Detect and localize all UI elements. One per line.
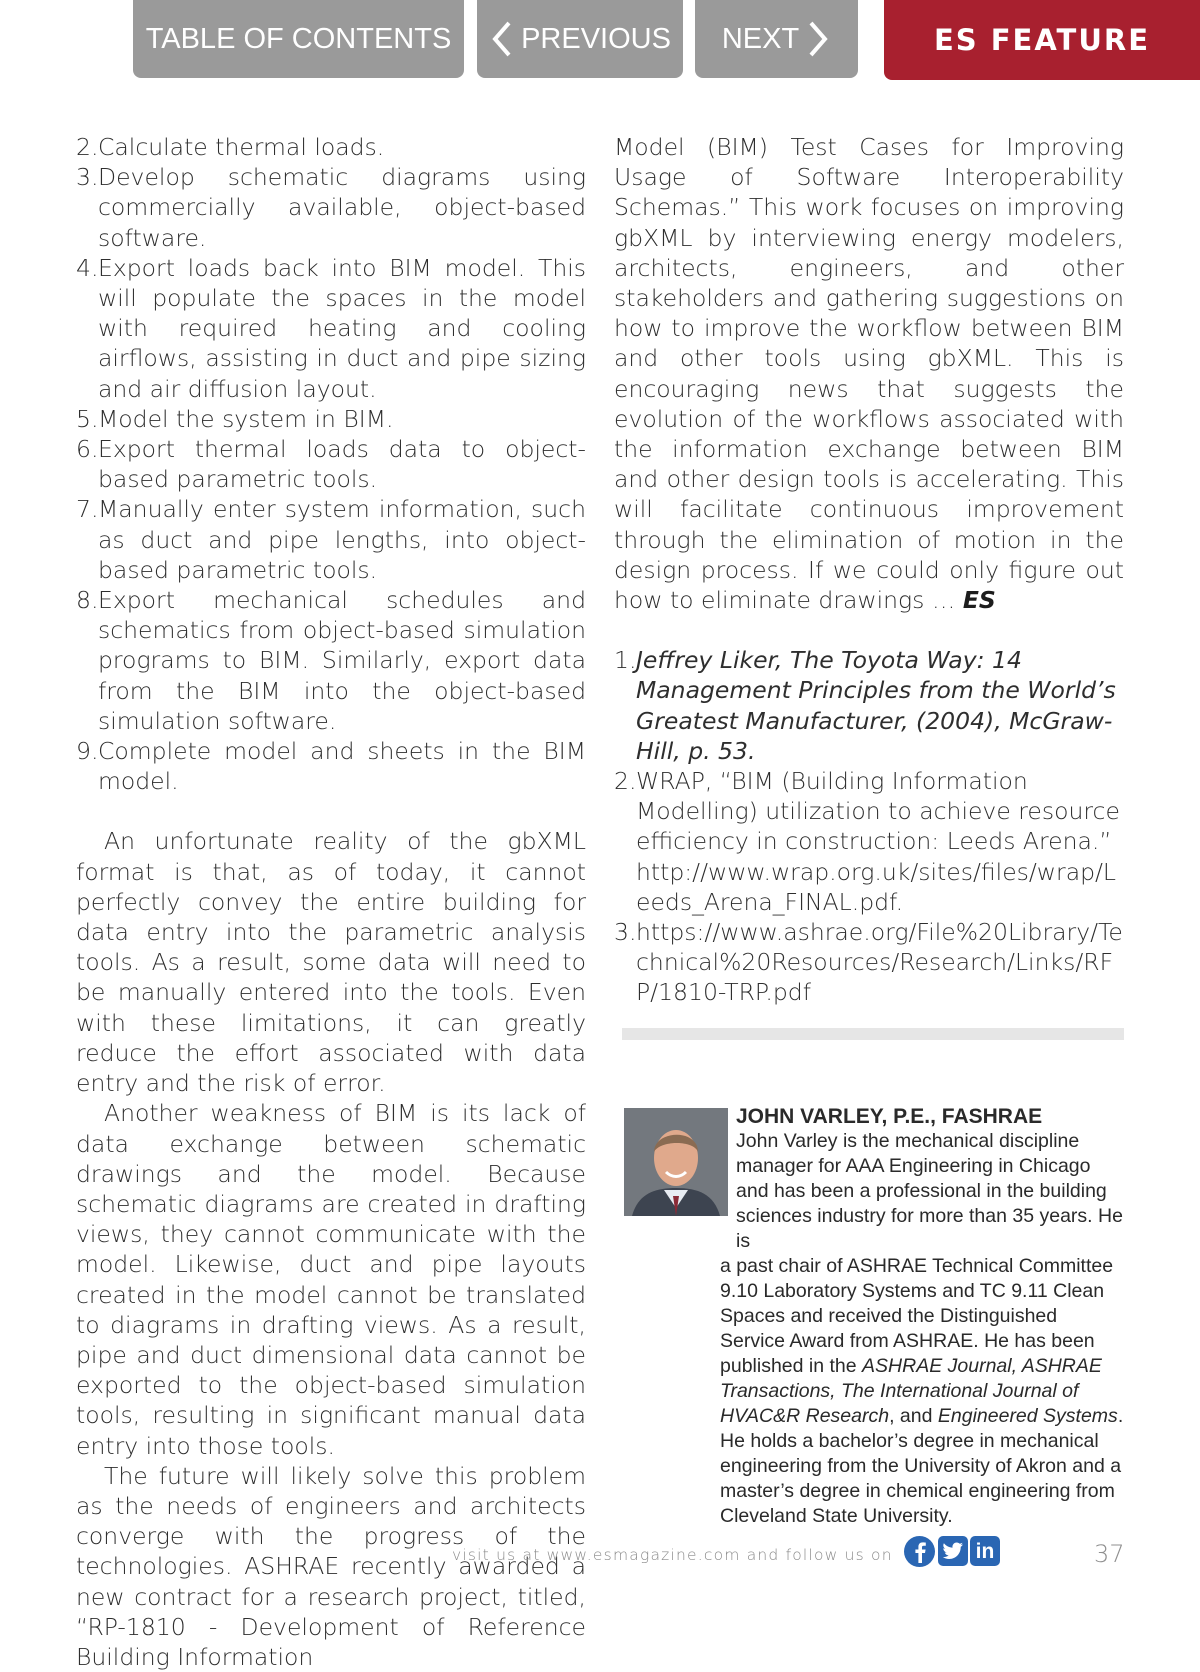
previous-button[interactable] bbox=[477, 0, 683, 78]
next-label: NEXT bbox=[721, 22, 800, 55]
list-item: 8. Export mechanical schedules and schematics from object-based simulation programs to BIM. Similarly, export data from the BIM into the object-based simulation software. bbox=[76, 586, 586, 735]
footer-text: visit us at www.esmagazine.com and follow us on bbox=[452, 1546, 893, 1564]
references-list bbox=[614, 645, 1124, 1007]
list-item: 9. Complete model and sheets in the BIM model. bbox=[76, 737, 586, 796]
right-column bbox=[614, 132, 1124, 1008]
workflow-steps-list bbox=[76, 132, 586, 796]
linkedin-icon[interactable]: in bbox=[970, 1536, 1000, 1566]
body-paragraph: Another weakness of BIM is its lack of data exchange between schematic drawings and the model. Because schematic diagrams are created in drafting views, they cannot communicate with the model. Likewise, duct and pipe layouts created in the model cannot be translated to diagrams in drafting views. As a result, pipe and duct dimensional data cannot be exported to the object-based simulation tools, resulting in significant manual data entry into those tools. bbox=[76, 1099, 586, 1460]
previous-label: PREVIOUS bbox=[521, 22, 671, 55]
list-item: 6. Export thermal loads data to object-based parametric tools. bbox=[76, 435, 586, 494]
author-bio-text: John Varley is the mechanical discipline manager for AAA Engineering in Chicago and has been a professional in the building sciences industry for more than 35 years. He is a past chair of ASHRAE Technical Committee 9.10 Laboratory Systems and TC 9.11 Clean Spaces and received the Distinguished Service Award from ASHRAE. He has been published in the ASHRAE Journal, ASHRAE Transactions, The International Journal of HVAC&R Research, and Engineered Systems. He holds a bachelor’s degree in mechanical engineering from the University of Akron and a master’s degree in chemical engineering from Cleveland State University. bbox=[720, 1130, 1124, 1527]
body-paragraph: The future will likely solve this problem as the needs of engineers and architects converge with the progress of the technologies. ASHRAE recently awarded a new contract for a research project, titled, “RP-1810 - Development of Reference Building Information bbox=[76, 1461, 586, 1671]
es-end-mark: ES bbox=[962, 586, 996, 615]
author-name: JOHN VARLEY, P.E., FASHRAE bbox=[736, 1105, 1043, 1128]
page-number: 37 bbox=[1094, 1540, 1125, 1568]
section-tab bbox=[884, 0, 1200, 80]
list-item: 2. Calculate thermal loads. bbox=[76, 133, 385, 161]
body-paragraph: An unfortunate reality of the gbXML format is that, as of today, it cannot perfectly convey the entire building for data entry into the parametric analysis tools. As a result, some data will need to be manually entered into the tools. Even with these limitations, it can greatly reduce the effort associated with data entry and the risk of error. bbox=[76, 827, 586, 1098]
body-paragraph: Model (BIM) Test Cases for Improving Usage of Software Interoperability Schemas.” This work focuses on improving gbXML by interviewing energy modelers, architects, engineers, and other stakeholders and gathering suggestions on how to improve the workflow between BIM and other tools using gbXML. This is encouraging news that suggests the evolution of the workflows associated with the information exchange between BIM and other design tools is accelerating. This will facilitate continuous improvement through the elimination of motion in the design process. If we could only figure out how to eliminate drawings … ES bbox=[614, 133, 1124, 615]
table-of-contents-label: TABLE OF CONTENTS bbox=[145, 22, 452, 55]
chevron-left-icon bbox=[489, 19, 517, 59]
twitter-icon[interactable] bbox=[938, 1536, 968, 1566]
author-portrait-icon bbox=[624, 1108, 728, 1216]
reference-item: 1. Jeffrey Liker, The Toyota Way: 14 Management Principles from the World’s Greatest Manufacturer, (2004), McGraw-Hill, p. 53. bbox=[614, 646, 1116, 765]
table-of-contents-button[interactable] bbox=[133, 0, 464, 78]
list-item: 3. Develop schematic diagrams using commercially available, object-based software. bbox=[76, 163, 586, 252]
facebook-icon[interactable] bbox=[904, 1536, 935, 1567]
list-item: 5. Model the system in BIM. bbox=[76, 404, 394, 433]
list-item: 7. Manually enter system information, such as duct and pipe lengths, into object-based parametric tools. bbox=[76, 495, 586, 584]
list-item: 4. Export loads back into BIM model. This will populate the spaces in the model with required heating and cooling airflows, assisting in duct and pipe sizing and air diffusion layout. bbox=[76, 253, 586, 403]
author-photo bbox=[624, 1108, 728, 1216]
chevron-right-icon bbox=[803, 19, 831, 59]
next-button[interactable] bbox=[695, 0, 858, 78]
section-label: ES FEATURE bbox=[933, 23, 1151, 57]
section-divider bbox=[622, 1028, 1124, 1040]
author-bio bbox=[720, 1104, 1124, 1529]
reference-item[interactable]: 2. WRAP, “BIM (Building Information Modelling) utilization to achieve resource efficiency in construction: Leeds Arena.” http://www.wrap.org.uk/sites/files/wrap/Leeds_Arena_FINAL.pdf. bbox=[614, 767, 1120, 916]
reference-item[interactable]: 3. https://www.ashrae.org/File%20Library/Technical%20Resources/Research/Links/RFP/1810-TRP.pdf bbox=[614, 918, 1123, 1007]
left-column bbox=[76, 132, 586, 1672]
